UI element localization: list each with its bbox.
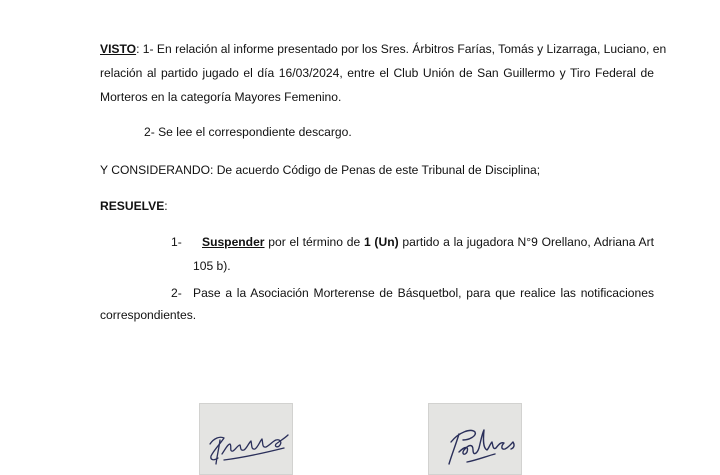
resuelve-line [100, 199, 168, 213]
resolution-item-1-line-1 [202, 235, 654, 249]
resolution-item-1-line-2: 105 b). [193, 259, 231, 273]
signature-left-drawing [200, 404, 293, 475]
considerando-paragraph: Y CONSIDERANDO: De acuerdo Código de Penas de este Tribunal de Disciplina; [100, 163, 541, 177]
resolution-item-1-number: 1- [171, 235, 182, 249]
visto-line-3: Morteros en la categoría Mayores Femenino. [100, 90, 342, 104]
suspension-term: 1 (Un) [363, 235, 399, 249]
visto-heading: VISTO [100, 42, 137, 56]
resuelve-colon: : [164, 199, 168, 213]
item-1-text-a: por el término de [264, 235, 364, 249]
resolution-item-2-line-2: correspondientes. [100, 308, 197, 322]
resolution-item-2-line-1: Pase a la Asociación Morterense de Básquetbol, para que realice las notificaciones [193, 286, 654, 300]
visto-line-2: relación al partido jugado el día 16/03/2024, entre el Club Unión de San Guillermo y Tiro Federal de [100, 66, 654, 80]
signature-right [428, 403, 522, 475]
visto-item-2: 2- Se lee el correspondiente descargo. [144, 125, 352, 139]
item-1-text-b: partido a la jugadora N°9 Orellano, Adriana Art [398, 235, 654, 249]
resuelve-heading: RESUELVE [100, 199, 165, 213]
resolution-item-2-number: 2- [171, 286, 182, 300]
suspender-text: Suspender [202, 235, 265, 249]
signature-left [199, 403, 293, 475]
visto-text-1: : 1- En relación al informe presentado por los Sres. Árbitros Farías, Tomás y Lizarraga, Luciano, en [136, 42, 667, 56]
signature-right-drawing [429, 404, 522, 475]
visto-line-1 [100, 42, 667, 56]
